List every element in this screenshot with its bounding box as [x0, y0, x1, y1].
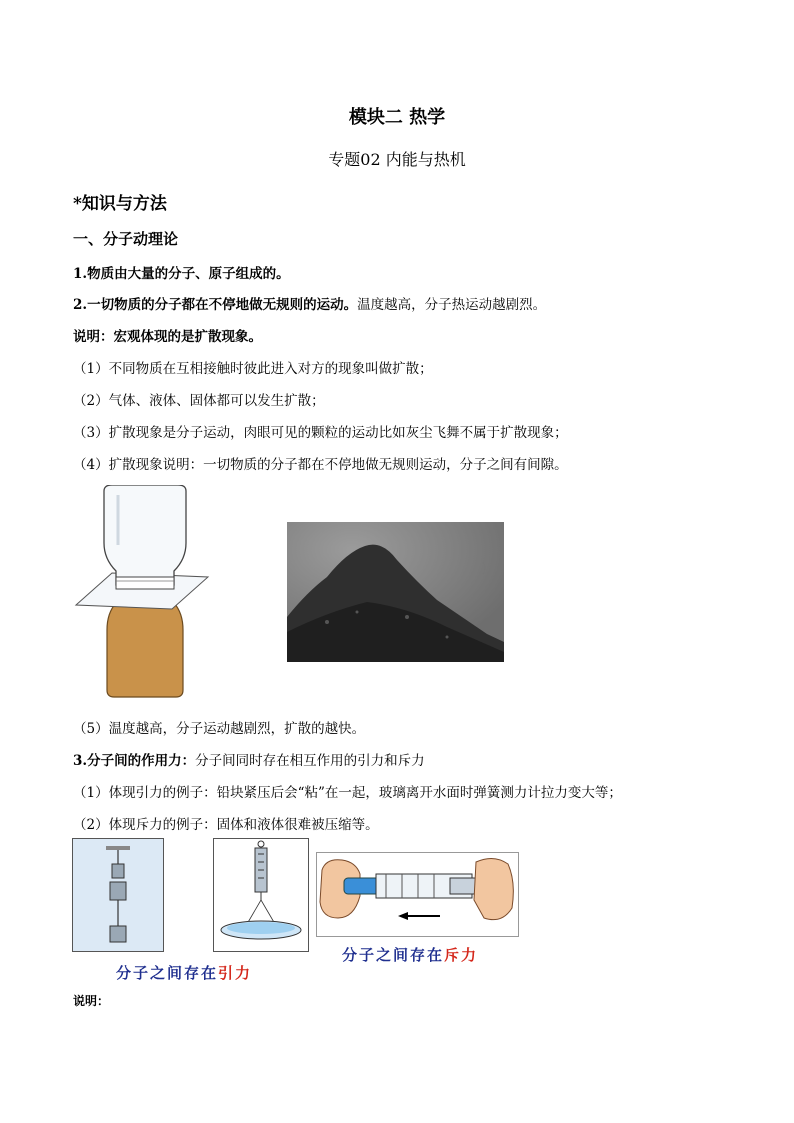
- lead-blocks-figure: [72, 838, 164, 952]
- attraction-example: （1）体现引力的例子：铅块紧压后会“粘”在一起，玻璃离开水面时弹簧测力计拉力变大等；: [73, 785, 622, 801]
- dust-photo: [287, 522, 504, 662]
- caption-repulsion-highlight: 斥力: [444, 946, 479, 964]
- point-3-rest: 分子间同时存在相互作用的引力和斥力: [195, 753, 425, 769]
- point-1: 1.物质由大量的分子、原子组成的。: [73, 266, 290, 282]
- point-3: [73, 749, 425, 769]
- item-1: （1）不同物质在互相接触时彼此进入对方的现象叫做扩散；: [73, 361, 433, 377]
- spring-scale-glass-figure: [213, 838, 309, 952]
- item-5: （5）温度越高，分子运动越剧烈，扩散的越快。: [73, 721, 366, 737]
- topic-title: 专题02 内能与热机: [328, 150, 466, 169]
- caption-attraction: [116, 962, 252, 983]
- caption-attraction-highlight: 引力: [218, 964, 253, 982]
- caption-attraction-text: 分子之间存在: [116, 964, 219, 982]
- point-3-bold: 3.分子间的作用力：: [73, 753, 196, 769]
- point-2: [73, 293, 546, 313]
- caption-repulsion: [342, 944, 478, 965]
- item-4: （4）扩散现象说明：一切物质的分子都在不停地做无规则运动，分子之间有间隙。: [73, 457, 568, 473]
- item-3: （3）扩散现象是分子运动，肉眼可见的颗粒的运动比如灰尘飞舞不属于扩散现象；: [73, 425, 568, 441]
- caption-repulsion-text: 分子之间存在: [342, 946, 445, 964]
- syringe-compression-figure: [316, 852, 519, 937]
- note-diffusion: 说明：宏观体现的是扩散现象。: [73, 329, 262, 345]
- point-2-bold: 2.一切物质的分子都在不停地做无规则的运动。: [73, 297, 358, 313]
- repulsion-example: （2）体现斥力的例子：固体和液体很难被压缩等。: [73, 817, 379, 833]
- section-title: *知识与方法: [73, 194, 167, 214]
- item-2: （2）气体、液体、固体都可以发生扩散；: [73, 393, 325, 409]
- heading-molecular-theory: 一、分子动理论: [73, 230, 179, 248]
- note-final: 说明：: [73, 994, 110, 1008]
- module-title: 模块二 热学: [348, 107, 446, 128]
- point-2-rest: 温度越高，分子热运动越剧烈。: [357, 297, 547, 313]
- gas-diffusion-bottles-figure: [74, 485, 210, 700]
